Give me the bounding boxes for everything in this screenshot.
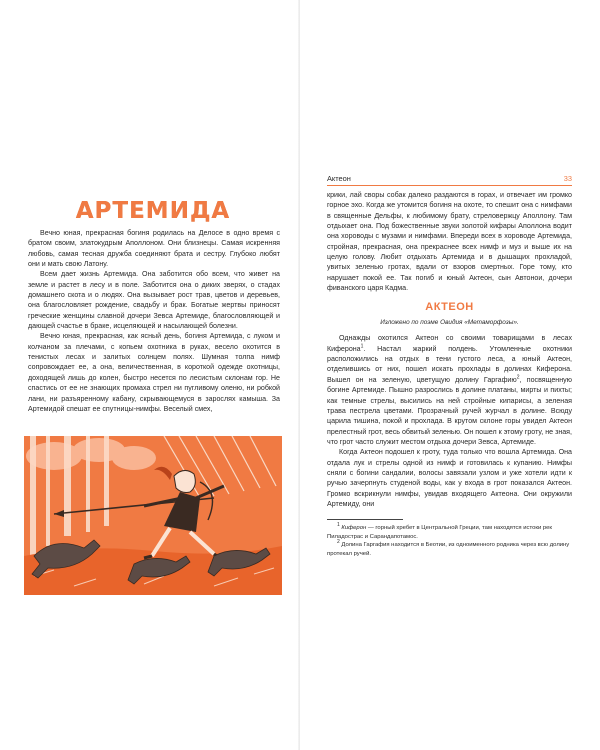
paragraph-text: Однажды охотился Актеон со своими товарищами в лесах Киферона: [327, 334, 572, 353]
paragraph: Вечно юная, прекрасная, как ясный день, богиня Артемида, с луком и колчаном за плечами, с копьем охотника в руках, весело охотится в тенистых лесах и залитых солнцем полях. Шумная толпа нимф сопровождает ее, а она, величественная, в короткой одежде охотницы, доходящей лишь до колен, быстро несется по лесистым склонам гор. Не спастись от ее не знающих промаха стрел ни пугливому оленю, ни робкой лани, ни разъяренному кабану, скрывающемуся в зарослях камыша. За Артемидой спешат ее спутницы-нимфы. Веселый смех,: [28, 332, 280, 413]
paragraph: крики, лай своры собак далеко раздаются в горах, и отвечает им громко горное эхо. Когда же утомится богиня на охоте, то спешит она с нимфами в священные Дельфы, к любимому брату, стреловержцу Аполлону. Там отдыхает она. Под божественные звуки золотой кифары Аполлона водит она хороводы с музами и нимфами. Впереди всех в хороводе Артемида, стройная, прекрасная, она прекраснее всех нимф и муз и выше их на целую голову. Любит отдыхать Артемида и в дышащих прохладой, увитых зеленью гротах, вдали от взоров смертных. Горе тому, кто нарушает покой ее. Так погиб и юный Актеон, сын Автонои, дочери фиванского царя Кадма.: [327, 191, 572, 293]
running-title: Актеон: [327, 174, 351, 183]
footnote-number: 1: [337, 522, 340, 529]
paragraph: [327, 333, 572, 447]
page-number: 33: [563, 174, 572, 183]
paragraph: [327, 447, 572, 509]
left-text-column: [28, 228, 280, 414]
footnote-divider: [327, 519, 403, 520]
footnote: [327, 524, 572, 541]
footnote-term: Киферон: [341, 525, 367, 532]
epigraph: Изложено по поэме Овидия «Метаморфозы».: [380, 319, 519, 327]
artemis-hunting-illustration: [24, 436, 282, 595]
running-head: [327, 174, 572, 186]
paragraph: Вечно юная, прекрасная богиня родилась на Делосе в одно время с братом своим, златокудрым Аполлоном. Они близнецы. Самая искренняя любовь, самая тесная дружба соединяют брата и сестру. Глубоко любят они и мать свою Латону.: [28, 229, 280, 269]
footnote-ref[interactable]: 2: [516, 374, 520, 381]
footnote-text: — горный хребет в Центральной Греции, там находятся истоки рек Пиладострас и Сарандапотамос.: [327, 525, 552, 540]
paragraph-text: , посвященную богине Артемиде. Пышно разрослись в долине платаны, мирты и пихты; как темные стрелы, высились на ней стройные кипарисы, а зеленая трава пестрела цветами. Прозрачный ручей журчал в долине. Всюду царила тишина, покой и прохлада. В крутом склоне горы увидел Актеон прелестный грот, весь обвитый зеленью. Он пошел к этому гроту, не зная, что грот часто служит местом отдыха дочери Зевса, Артемиде.: [327, 375, 572, 446]
paragraph: Всем дает жизнь Артемида. Она заботится обо всем, что живет на земле и растет в лесу и в поле. Заботится она о диких зверях, о стадах домашнего скота и о людях. Она вызывает рост трав, цветов и деревьев, она благословляет рождение, свадьбу и брак. Богатые жертвы приносят греческие женщины славной дочери Зевса Артемиде, благословляющей и дающей счастье в браке, исцеляющей и насылающей болезни.: [28, 270, 280, 331]
footnote-text: Долина Гаргафия находится в Беотии, из одноименного родника через всю долину протекал ручей.: [327, 542, 570, 557]
paragraph-text: Когда Актеон подошел к гроту, туда только что вошла Артемида. Она отдала лук и стрелы одной из нимф и готовилась к купанию. Нимфы сняли с богини сандалии, волосы завязали узлом и уже хотели идти к ручью зачерпнуть студеной воды, как у входа в грот показался Актеон. Громко вскрикнули нимфы, увидав входящего Актеона. Они окружили Артемиду, они: [327, 448, 572, 508]
footnote-ref[interactable]: 1: [360, 343, 364, 350]
section-title-acteon: АКТЕОН: [425, 301, 474, 314]
paragraph-text: . Настал жаркий полдень. Утомленные охотники расположились на отдых в тени густого леса, а юный Актеон, отделившись от них, пошел искать прохлады в долинах Киферона. Вышел он на зеленую, цветущую долину Гаргафию: [327, 344, 572, 384]
right-text-column: [327, 190, 572, 558]
chapter-title-artemis: АРТЕМИДА: [75, 198, 231, 224]
footnote: [327, 541, 572, 558]
footnote-number: 2: [337, 539, 340, 546]
